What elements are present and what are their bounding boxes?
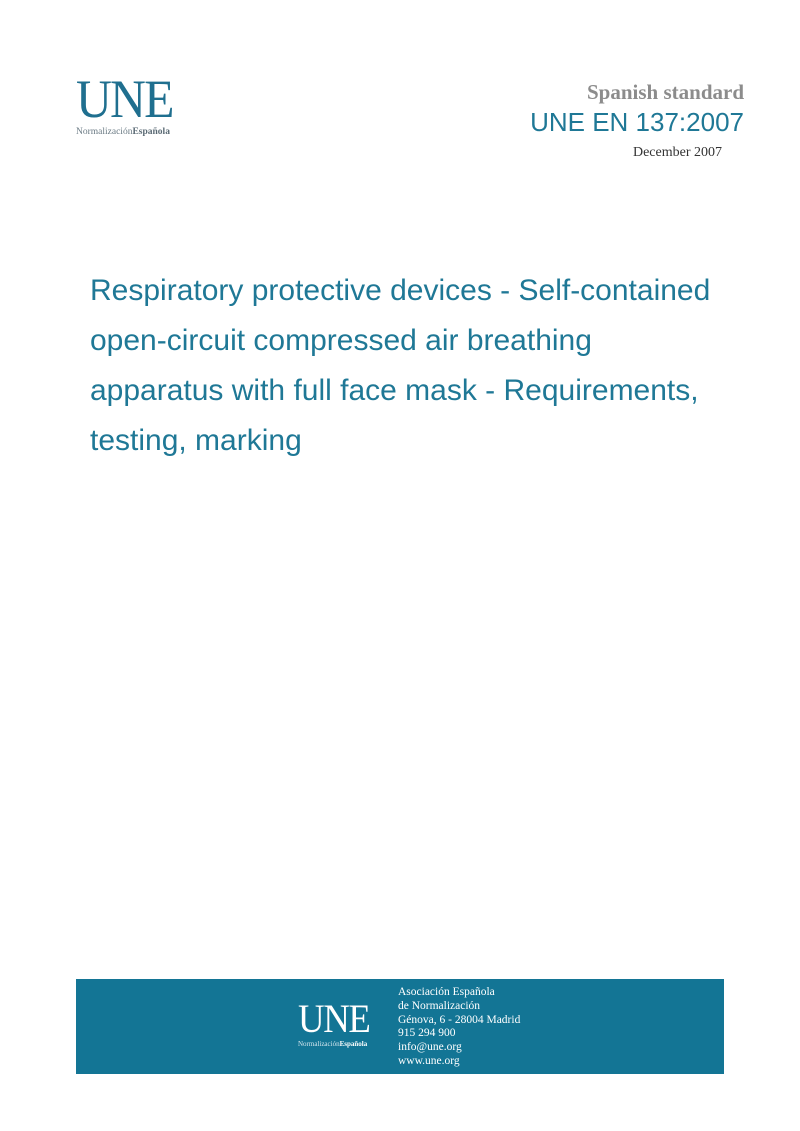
footer-logo-wordmark: UNE [298,996,370,1041]
title-line: Respiratory protective devices - Self-contained [90,274,711,307]
document-header [444,80,744,162]
title-line: open-circuit compressed air breathing [90,324,592,357]
footer-banner [76,979,724,1074]
footer-contact [398,986,520,1069]
footer-logo-subtitle-bold: Española [339,1040,368,1048]
document-kind: Spanish standard [587,80,744,104]
title-line: apparatus with full face mask - Requirements, [90,374,699,407]
logo-subtitle-regular: Normalización [76,127,133,137]
footer-une-logo [298,996,398,1048]
footer-logo-subtitle-regular: Normalización [298,1040,340,1048]
logo-subtitle-bold: Española [132,127,170,137]
org-name-line-1: Asociación Española [398,986,495,998]
title-line: testing, marking [90,424,302,457]
document-title [90,266,770,466]
logo-wordmark: UNE [76,69,173,129]
phone: 915 294 900 [398,1027,456,1040]
footer-logo-subtitle [298,1040,398,1048]
address: Génova, 6 - 28004 Madrid [398,1013,521,1026]
email-link[interactable]: info@une.org [398,1041,462,1054]
website-link[interactable]: www.une.org [398,1054,460,1067]
org-name-line-2: de Normalización [398,999,481,1012]
une-logo [76,69,196,144]
publication-date: December 2007 [632,145,722,160]
standard-code: UNE EN 137:2007 [530,107,744,137]
